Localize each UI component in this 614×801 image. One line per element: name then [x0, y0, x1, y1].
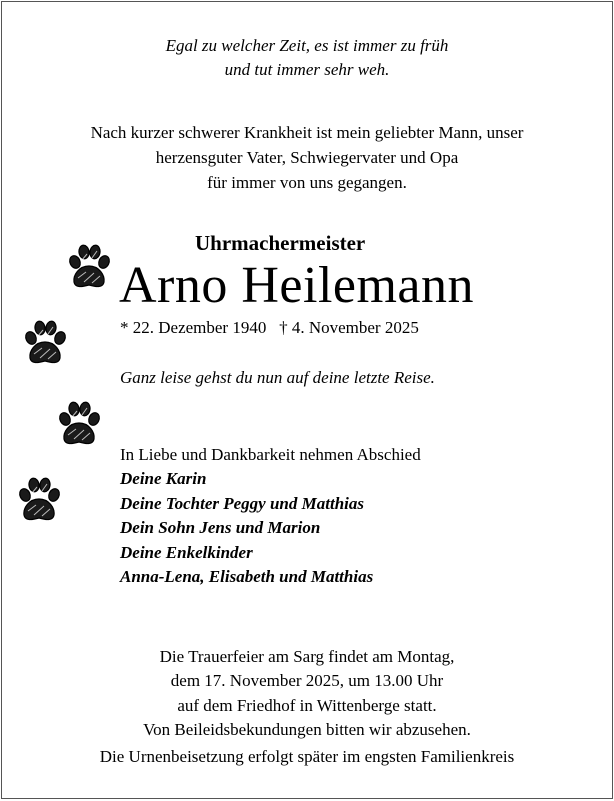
mourner-name: Deine Enkelkinder [120, 543, 253, 562]
funeral-line-3: auf dem Friedhof in Wittenberge statt. [177, 696, 437, 715]
mourner-name: Dein Sohn Jens und Marion [120, 518, 321, 537]
paw-print-icon [64, 242, 114, 292]
motto-line-1: Egal zu welcher Zeit, es ist immer zu früh [165, 36, 449, 55]
announcement-line-2: herzensguter Vater, Schwiegervater und Opa [155, 148, 459, 167]
funeral-line-5: Die Urnenbeisetzung erfolgt später im engsten Familienkreis [99, 747, 515, 766]
deceased-dates: * 22. Dezember 1940 † 4. November 2025 [120, 318, 419, 337]
paw-print-icon [20, 318, 70, 368]
funeral-line-4: Von Beileidsbekundungen bitten wir abzusehen. [143, 720, 471, 739]
paw-print-icon [54, 399, 104, 449]
deceased-name: Arno Heilemann [119, 257, 475, 314]
mourner-name: Deine Tochter Peggy und Matthias [120, 494, 364, 513]
announcement-line-1: Nach kurzer schwerer Krankheit ist mein geliebter Mann, unser [90, 123, 524, 142]
mourner-name: Deine Karin [120, 469, 207, 488]
funeral-line-2: dem 17. November 2025, um 13.00 Uhr [170, 671, 444, 690]
mourners-intro: In Liebe und Dankbarkeit nehmen Abschied [120, 445, 421, 464]
funeral-line-1: Die Trauerfeier am Sarg findet am Montag, [159, 647, 455, 666]
paw-print-icon [14, 475, 64, 525]
deceased-title: Uhrmachermeister [195, 231, 366, 255]
obituary-card [1, 1, 613, 799]
motto-line-2: und tut immer sehr weh. [224, 60, 390, 79]
announcement-line-3: für immer von uns gegangen. [207, 173, 407, 192]
farewell-quote: Ganz leise gehst du nun auf deine letzte Reise. [120, 368, 435, 387]
mourner-name: Anna-Lena, Elisabeth und Matthias [120, 567, 374, 586]
